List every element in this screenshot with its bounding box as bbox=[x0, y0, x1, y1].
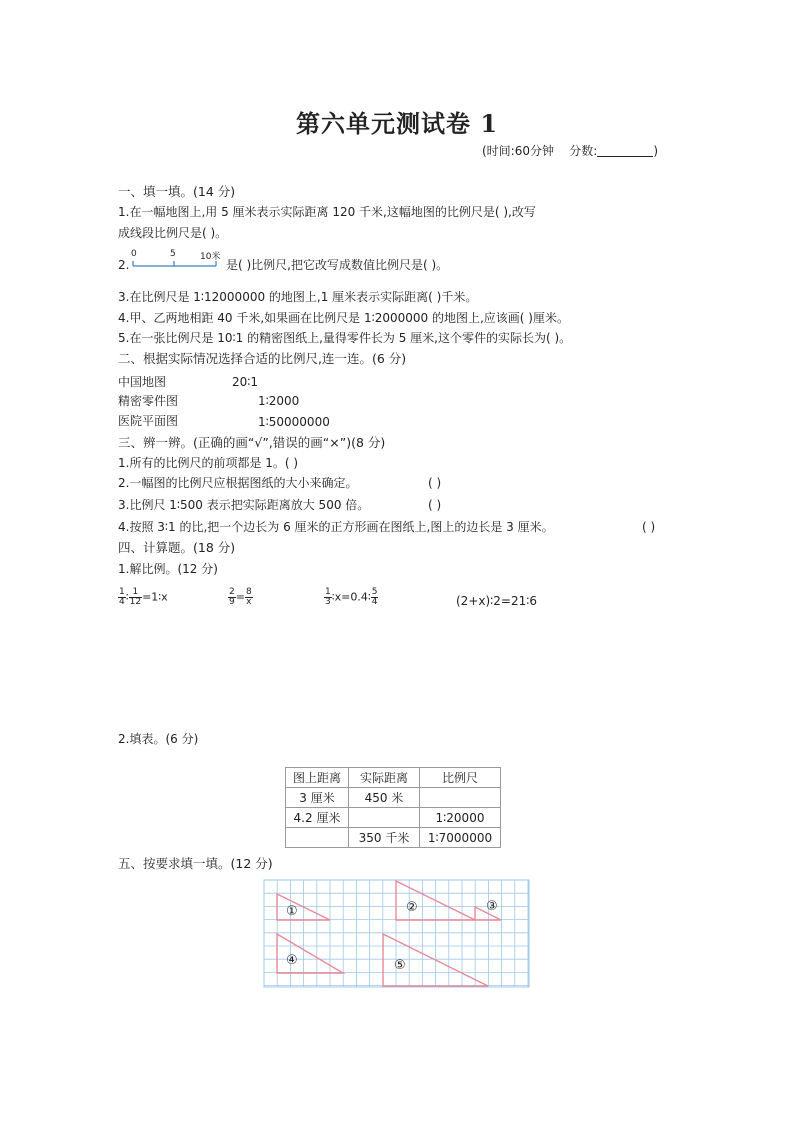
s4-sub2: 2.填表。(6 分) bbox=[118, 732, 199, 746]
s3-q4-paren[interactable]: ( ) bbox=[642, 520, 656, 534]
section-5-heading: 五、按要求填一填。(12 分) bbox=[118, 856, 273, 871]
table-cell: 4.2 厘米 bbox=[286, 808, 349, 828]
table-header: 图上距离 bbox=[286, 768, 349, 788]
s3-q3-paren[interactable]: ( ) bbox=[428, 498, 442, 512]
table-cell-blank[interactable] bbox=[349, 808, 420, 828]
s4-sub1: 1.解比例。(12 分) bbox=[118, 562, 218, 576]
shape-label-3: ③ bbox=[486, 899, 498, 914]
shape-label-4: ④ bbox=[286, 953, 298, 968]
shape-label-1: ① bbox=[286, 904, 298, 919]
section-3-heading: 三、辨一辨。(正确的画“√”,错误的画“×”)(8 分) bbox=[118, 435, 386, 450]
s1-q2-prefix: 2. bbox=[118, 258, 130, 272]
equation-2 bbox=[228, 588, 253, 607]
eq1-ratio: ∶ bbox=[125, 590, 129, 604]
table-cell-blank[interactable] bbox=[286, 828, 349, 848]
equation-1 bbox=[118, 588, 168, 607]
s2-left-3[interactable]: 医院平面图 bbox=[118, 414, 179, 428]
s1-q1-line2: 成线段比例尺是( )。 bbox=[118, 226, 228, 240]
scale-bar bbox=[128, 249, 228, 273]
time-unit: 分钟 bbox=[530, 144, 555, 158]
s3-q1: 1.所有的比例尺的前项都是 1。( ) bbox=[118, 456, 299, 470]
s1-q3: 3.在比例尺是 1∶12000000 的地图上,1 厘米表示实际距离( )千米。 bbox=[118, 290, 478, 304]
table-row bbox=[286, 788, 501, 808]
score-label: 分数: bbox=[569, 144, 598, 158]
eq1-frac2: $\frac{1}{12}$ bbox=[129, 587, 142, 607]
eq2-equals: = bbox=[235, 590, 245, 604]
s3-q4: 4.按照 3∶1 的比,把一个边长为 6 厘米的正方形画在图纸上,图上的边长是 3 厘米。 bbox=[118, 520, 554, 534]
scale-tick-10: 10米 bbox=[200, 252, 221, 262]
table-row bbox=[286, 828, 501, 848]
segment-scale bbox=[128, 249, 228, 273]
s1-q5: 5.在一张比例尺是 10∶1 的精密图纸上,量得零件长为 5 厘米,这个零件的实际长为( )。 bbox=[118, 331, 572, 345]
table-cell: 1∶20000 bbox=[420, 808, 501, 828]
s2-left-1[interactable]: 中国地图 bbox=[118, 375, 167, 389]
eq3-middle: ∶x=0.4∶ bbox=[331, 590, 371, 604]
eq3-frac1: $\frac{1}{3}$ bbox=[325, 587, 331, 607]
scale-table bbox=[285, 767, 501, 848]
s3-q2-paren[interactable]: ( ) bbox=[428, 476, 442, 490]
eq1-frac1: $\frac{1}{4}$ bbox=[119, 587, 125, 607]
s3-q3: 3.比例尺 1∶500 表示把实际距离放大 500 倍。 bbox=[118, 498, 370, 512]
table-cell: 350 千米 bbox=[349, 828, 420, 848]
shape-label-2: ② bbox=[406, 900, 418, 915]
s1-q1-line1: 1.在一幅地图上,用 5 厘米表示实际距离 120 千米,这幅地图的比例尺是( ),改写 bbox=[118, 205, 536, 219]
s2-right-2[interactable]: 1∶2000 bbox=[258, 394, 300, 408]
table-cell: 450 米 bbox=[349, 788, 420, 808]
table-cell: 3 厘米 bbox=[286, 788, 349, 808]
score-close: ) bbox=[653, 144, 659, 158]
s2-left-2[interactable]: 精密零件图 bbox=[118, 394, 179, 408]
section-2-heading: 二、根据实际情况选择合适的比例尺,连一连。(6 分) bbox=[118, 351, 407, 366]
scale-tick-0: 0 bbox=[131, 249, 137, 259]
equation-3 bbox=[324, 588, 378, 607]
table-row bbox=[286, 808, 501, 828]
s3-q2: 2.一幅图的比例尺应根据图纸的大小来确定。 bbox=[118, 476, 358, 490]
scale-tick-5: 5 bbox=[170, 249, 176, 259]
shape-label-5: ⑤ bbox=[394, 958, 406, 973]
eq1-tail: =1∶x bbox=[142, 590, 168, 604]
table-header-row bbox=[286, 768, 501, 788]
eq3-frac2: $\frac{5}{4}$ bbox=[371, 587, 378, 607]
section-4-heading: 四、计算题。(18 分) bbox=[118, 540, 236, 555]
s2-right-1[interactable]: 20∶1 bbox=[232, 375, 259, 389]
eq2-frac2: $\frac{8}{x}$ bbox=[245, 587, 252, 607]
time-open: (时间: bbox=[482, 144, 515, 158]
table-cell: 1∶7000000 bbox=[420, 828, 501, 848]
time-value: 60 bbox=[514, 144, 531, 158]
s2-right-3[interactable]: 1∶50000000 bbox=[258, 415, 330, 429]
table-cell-blank[interactable] bbox=[420, 788, 501, 808]
score-blank[interactable] bbox=[597, 144, 653, 157]
section-1-heading: 一、填一填。(14 分) bbox=[118, 184, 236, 199]
exam-meta bbox=[482, 143, 658, 159]
eq2-frac1: $\frac{2}{9}$ bbox=[229, 587, 235, 607]
s1-q2-text: 是( )比例尺,把它改写成数值比例尺是( )。 bbox=[226, 258, 449, 272]
page-title: 第六单元测试卷 1 bbox=[295, 109, 499, 138]
table-header: 比例尺 bbox=[420, 768, 501, 788]
s1-q4: 4.甲、乙两地相距 40 千米,如果画在比例尺是 1∶2000000 的地图上,应该画( )厘米。 bbox=[118, 311, 569, 325]
grid-figure bbox=[264, 880, 529, 987]
equation-4: (2+x)∶2=21∶6 bbox=[456, 594, 537, 608]
table-header: 实际距离 bbox=[349, 768, 420, 788]
